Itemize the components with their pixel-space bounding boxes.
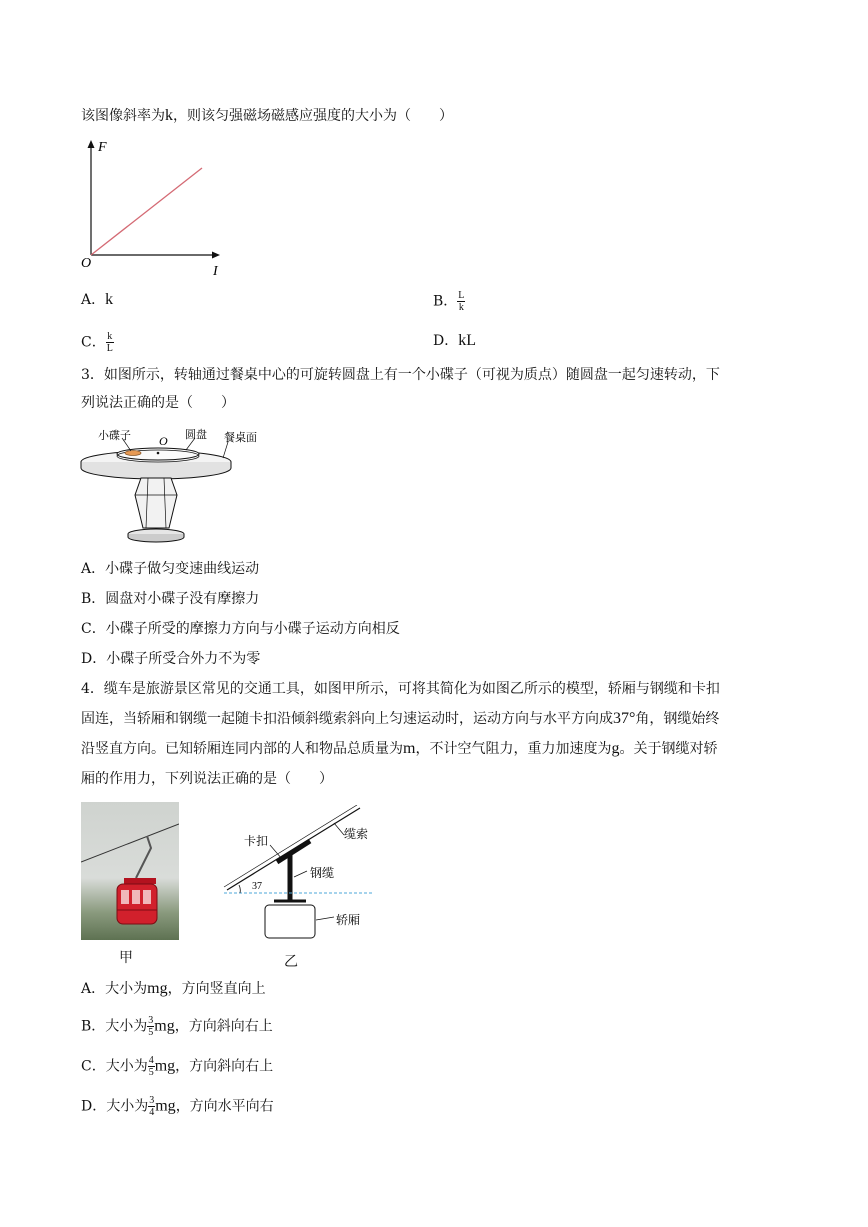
q3-stem-line2: 列说法正确的是（ ） <box>81 395 235 411</box>
label-o: O <box>159 434 168 448</box>
graph-y-label: F <box>98 140 107 155</box>
graph-origin-label: O <box>81 256 92 271</box>
q4-stem-line2: 固连，当轿厢和钢缆一起随卡扣沿倾斜缆索斜向上匀速运动时，运动方向与水平方向成37°角，钢缆始终 <box>81 710 720 727</box>
graph-x-label: I <box>213 264 218 279</box>
label-table: 餐桌面 <box>224 431 257 444</box>
q2-option-b: B． $\frac{L}{k}$ <box>433 290 465 313</box>
photo-caption: 甲 <box>119 950 133 966</box>
label-rope: 缆索 <box>344 827 369 841</box>
q4-option-a: A．大小为mg，方向竖直向上 <box>81 980 266 997</box>
q2-force-current-graph <box>75 135 235 280</box>
fraction: $\frac{3}{5}$ <box>148 1015 154 1038</box>
q4-option-b: B．大小为 $\frac{3}{5}$ mg，方向斜向右上 <box>81 1015 273 1038</box>
fraction: $\frac{4}{5}$ <box>148 1055 154 1078</box>
fraction: $\frac{L}{k}$ <box>458 290 465 313</box>
q2-option-c: C． $\frac{k}{L}$ <box>81 331 113 354</box>
diagram-caption: 乙 <box>284 954 298 970</box>
q3-option-a: A．小碟子做匀变速曲线运动 <box>81 561 260 577</box>
cable-car-diagram <box>222 805 392 945</box>
q2-stem: 该图像斜率为k，则该匀强磁场磁感应强度的大小为（ ） <box>81 107 453 124</box>
q4-stem-line4: 厢的作用力，下列说法正确的是（ ） <box>81 771 333 787</box>
q3-option-b: B．圆盘对小碟子没有摩擦力 <box>81 591 260 607</box>
label-angle: 37 <box>252 881 262 892</box>
label-dish: 小碟子 <box>98 429 131 442</box>
q3-option-d: D．小碟子所受合外力不为零 <box>81 651 261 667</box>
fraction: $\frac{3}{4}$ <box>149 1095 155 1118</box>
q4-stem-line1: 4．缆车是旅游景区常见的交通工具，如图甲所示，可将其简化为如图乙所示的模型，轿厢与钢缆和卡扣 <box>81 681 720 697</box>
label-clip: 卡扣 <box>244 834 269 848</box>
q4-option-d: D．大小为 $\frac{3}{4}$ mg，方向水平向右 <box>81 1095 274 1118</box>
cable-car-photo <box>81 802 179 940</box>
q2-option-a: A．k <box>81 291 114 308</box>
q2-option-d: D．kL <box>433 332 477 349</box>
label-disc: 圆盘 <box>185 428 207 441</box>
fraction: $\frac{k}{L}$ <box>106 331 113 354</box>
label-cable: 钢缆 <box>310 866 335 880</box>
q4-stem-line3: 沿竖直方向。已知轿厢连同内部的人和物品总质量为m，不计空气阻力，重力加速度为g。关于钢缆对轿 <box>81 740 718 757</box>
q3-option-c: C．小碟子所受的摩擦力方向与小碟子运动方向相反 <box>81 621 400 637</box>
q3-rotating-table-figure <box>78 420 278 550</box>
q3-stem-line1: 3．如图所示，转轴通过餐桌中心的可旋转圆盘上有一个小碟子（可视为质点）随圆盘一起匀速转动，下 <box>81 367 720 383</box>
label-cabin: 轿厢 <box>336 913 361 927</box>
q4-option-c: C．大小为 $\frac{4}{5}$ mg，方向斜向右上 <box>81 1055 274 1078</box>
